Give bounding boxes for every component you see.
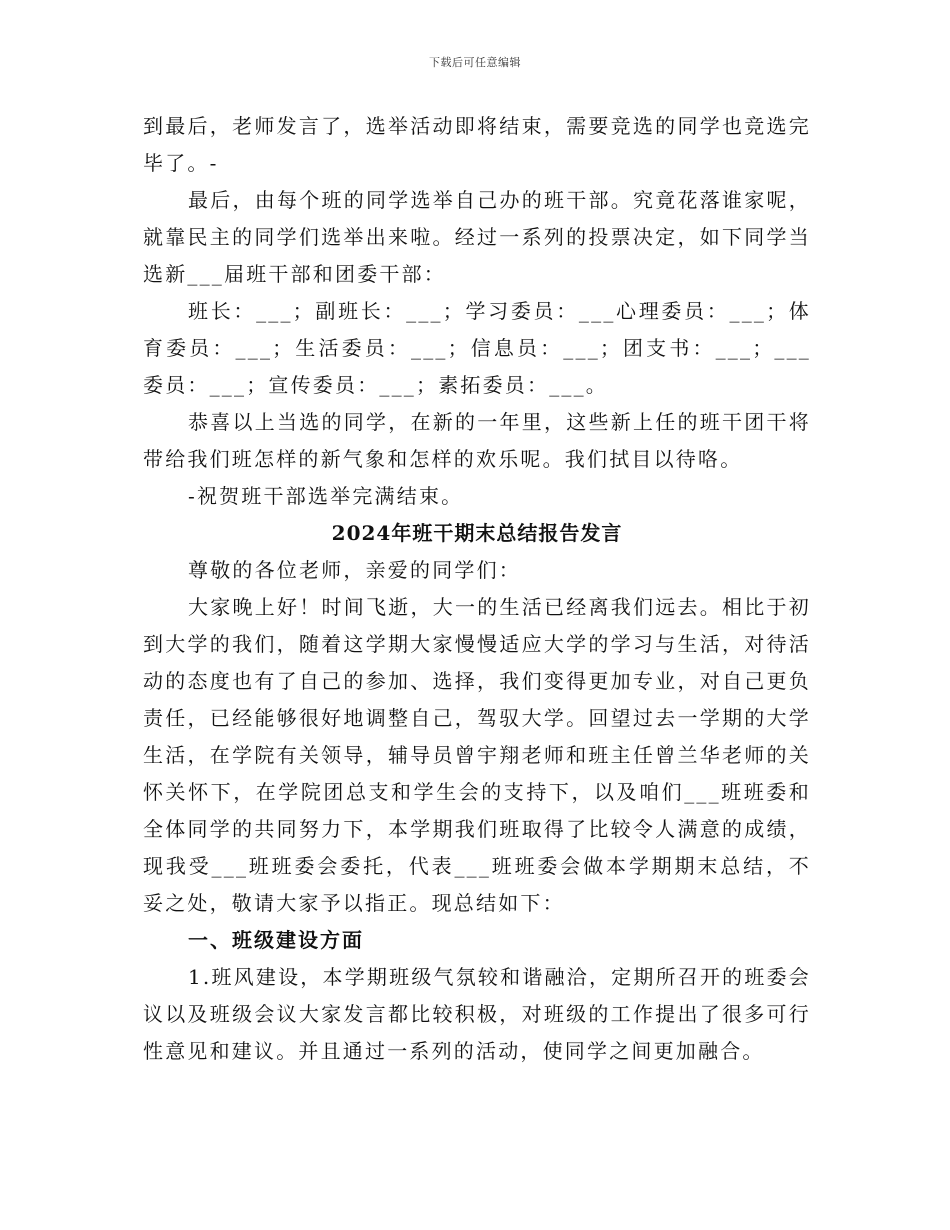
paragraph-election-end: 到最后，老师发言了，选举活动即将结束，需要竞选的同学也竞选完毕了。- [143,114,811,175]
document-title: 2024年班干期末总结报告发言 [331,521,623,545]
paragraph-introduction: 大家晚上好！时间飞逝，大一的生活已经离我们远去。相比于初到大学的我们，随着这学期大家慢慢适应大学的学习与生活，对待活动的态度也有了自己的参加、选择，我们变得更加专业，对自己更负责任，已经能够很好地调整自己，驾驭大学。回望过去一学期的大学生活，在学院有关领导，辅导员曾宇翔老师和班主任曾兰华老师的关怀关怀下，在学院团总支和学生会的支持下，以及咱们___班班委和全体同学的共同努力下，本学期我们班取得了比较令人满意的成绩，现我受___班班委会委托，代表___班班委会做本学期期末总结，不妥之处，敬请大家予以指正。现总结如下： [143,595,811,915]
paragraph-election-result: 最后，由每个班的同学选举自己办的班干部。究竟花落谁家呢，就靠民主的同学们选举出来啦。经过一系列的投票决定，如下同学当选新___届班干部和团委干部： [143,188,811,286]
document-body [143,108,811,1070]
paragraph-congratulations: 恭喜以上当选的同学，在新的一年里，这些新上任的班干团干将带给我们班怎样的新气象和怎样的欢乐呢。我们拭目以待咯。 [143,410,811,471]
page-header-note: 下载后可任意编辑 [429,56,521,69]
greeting: 尊敬的各位老师，亲爱的同学们： [188,558,521,582]
paragraph-positions-list: 班长：___；副班长：___；学习委员：___心理委员：___；体育委员：___；生活委员：___；信息员：___；团支书：___；___委员：___；宣传委员：___；素拓委员：___。 [143,299,811,397]
section-heading-class-building: 一、班级建设方面 [188,928,364,952]
paragraph-class-atmosphere: 1.班风建设，本学期班级气氛较和谐融洽，定期所召开的班委会议以及班级会议大家发言都比较积极，对班级的工作提出了很多可行性意见和建议。并且通过一系列的活动，使同学之间更加融合。 [143,965,811,1063]
paragraph-closing-wish: -祝贺班干部选举完满结束。 [188,484,464,508]
